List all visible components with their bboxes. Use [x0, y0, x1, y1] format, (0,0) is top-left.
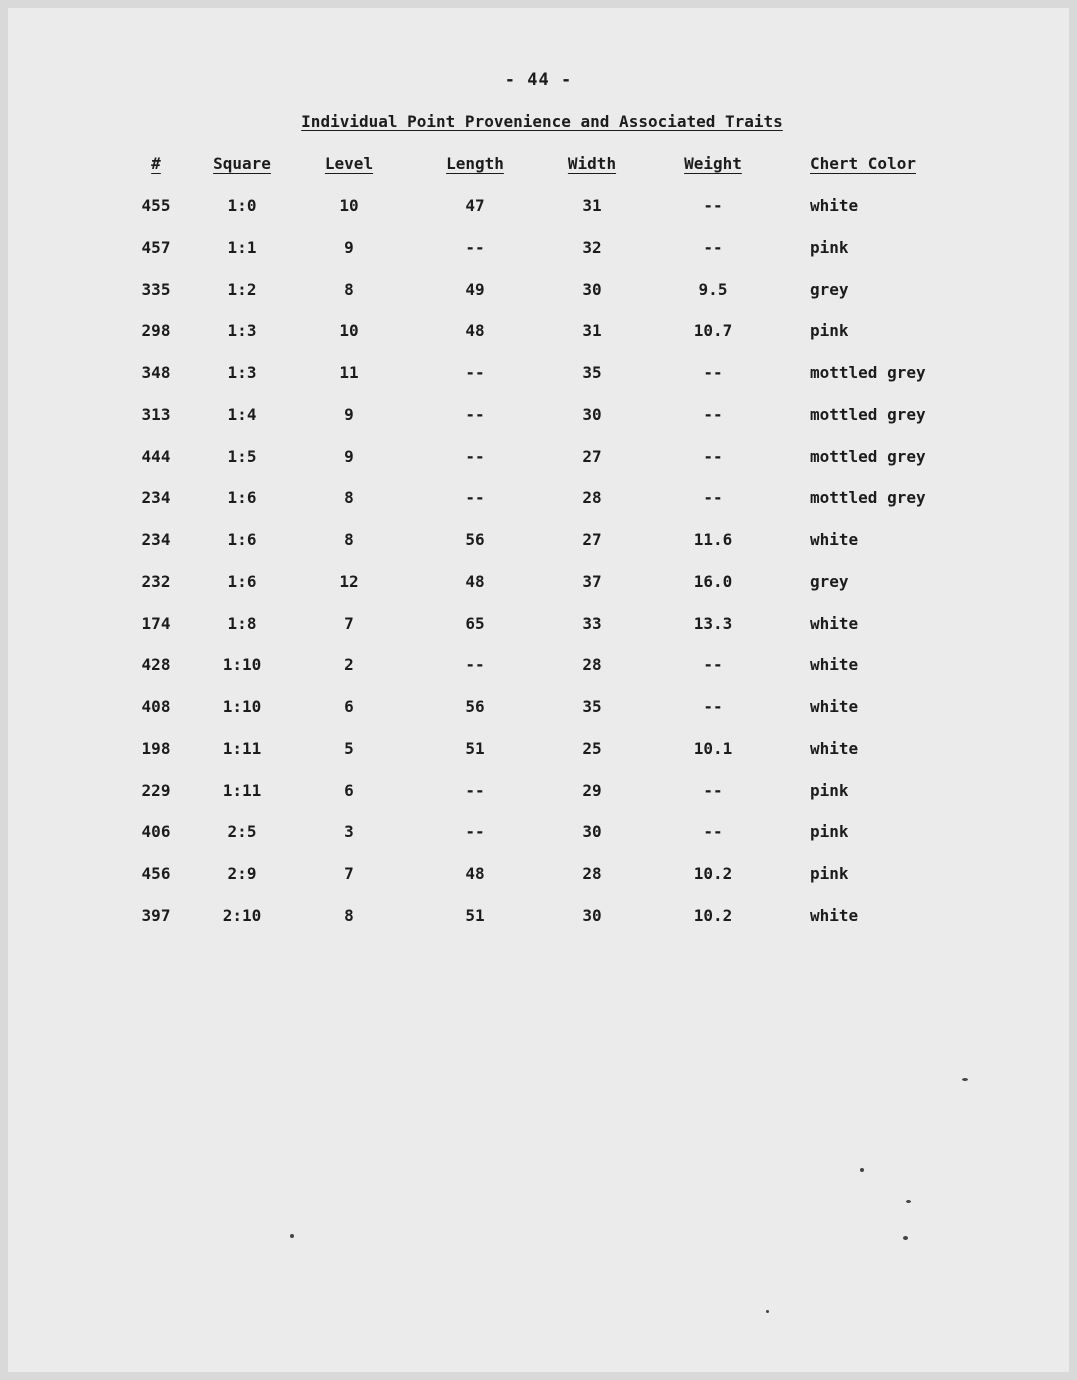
cell-chert-color: white: [810, 697, 859, 716]
cell-square: 1:1: [227, 238, 257, 257]
cell-length: 48: [465, 321, 485, 340]
cell-length: --: [465, 363, 485, 382]
cell-weight: --: [703, 196, 723, 215]
cell-width: 35: [582, 697, 602, 716]
header-chert-color: Chert Color: [810, 154, 916, 173]
cell-chert-color: pink: [810, 822, 849, 841]
cell-level: 9: [344, 238, 354, 257]
cell-length: 65: [465, 614, 485, 633]
table-title: Individual Point Provenience and Associated Traits: [301, 112, 783, 131]
cell-level: 6: [344, 781, 354, 800]
header-number: #: [151, 154, 161, 173]
cell-weight: 9.5: [698, 280, 728, 299]
cell-length: --: [465, 781, 485, 800]
page-number: - 44 -: [504, 70, 573, 90]
cell-number: 232: [141, 572, 171, 591]
cell-square: 1:6: [227, 488, 257, 507]
cell-width: 28: [582, 655, 602, 674]
cell-square: 1:0: [227, 196, 257, 215]
cell-length: 51: [465, 906, 485, 925]
cell-width: 30: [582, 822, 602, 841]
cell-weight: --: [703, 447, 723, 466]
cell-width: 30: [582, 405, 602, 424]
cell-length: --: [465, 488, 485, 507]
cell-width: 27: [582, 530, 602, 549]
cell-number: 457: [141, 238, 171, 257]
cell-length: 48: [465, 572, 485, 591]
cell-number: 444: [141, 447, 171, 466]
cell-square: 1:10: [222, 655, 262, 674]
cell-square: 1:5: [227, 447, 257, 466]
cell-weight: --: [703, 488, 723, 507]
cell-weight: 16.0: [693, 572, 733, 591]
scan-speck: [903, 1236, 908, 1240]
cell-square: 2:5: [227, 822, 257, 841]
cell-level: 6: [344, 697, 354, 716]
cell-weight: 10.7: [693, 321, 733, 340]
cell-weight: --: [703, 781, 723, 800]
cell-square: 2:9: [227, 864, 257, 883]
scan-speck: [906, 1200, 911, 1203]
cell-number: 234: [141, 530, 171, 549]
cell-chert-color: white: [810, 655, 859, 674]
cell-square: 1:11: [222, 781, 262, 800]
cell-square: 1:11: [222, 739, 262, 758]
cell-level: 2: [344, 655, 354, 674]
cell-square: 1:8: [227, 614, 257, 633]
cell-weight: --: [703, 655, 723, 674]
cell-width: 32: [582, 238, 602, 257]
cell-number: 335: [141, 280, 171, 299]
cell-level: 8: [344, 488, 354, 507]
cell-number: 234: [141, 488, 171, 507]
cell-length: 56: [465, 530, 485, 549]
cell-number: 198: [141, 739, 171, 758]
cell-number: 456: [141, 864, 171, 883]
cell-chert-color: white: [810, 196, 859, 215]
cell-level: 8: [344, 530, 354, 549]
cell-square: 1:3: [227, 321, 257, 340]
cell-length: --: [465, 238, 485, 257]
header-weight: Weight: [684, 154, 742, 173]
cell-chert-color: white: [810, 906, 859, 925]
cell-weight: --: [703, 697, 723, 716]
cell-chert-color: grey: [810, 572, 849, 591]
header-width: Width: [567, 154, 617, 173]
scan-speck: [962, 1078, 968, 1081]
scan-speck: [766, 1310, 769, 1313]
document-page: [8, 8, 1069, 1372]
cell-weight: 10.2: [693, 864, 733, 883]
cell-width: 37: [582, 572, 602, 591]
cell-level: 12: [339, 572, 359, 591]
cell-square: 1:2: [227, 280, 257, 299]
cell-level: 7: [344, 614, 354, 633]
cell-chert-color: mottled grey: [810, 447, 926, 466]
cell-weight: 13.3: [693, 614, 733, 633]
cell-chert-color: grey: [810, 280, 849, 299]
cell-chert-color: mottled grey: [810, 405, 926, 424]
header-length: Length: [446, 154, 504, 173]
cell-length: --: [465, 405, 485, 424]
cell-square: 1:3: [227, 363, 257, 382]
cell-width: 33: [582, 614, 602, 633]
cell-weight: --: [703, 238, 723, 257]
cell-length: 49: [465, 280, 485, 299]
cell-width: 30: [582, 280, 602, 299]
cell-weight: 11.6: [693, 530, 733, 549]
cell-width: 28: [582, 864, 602, 883]
cell-chert-color: white: [810, 530, 859, 549]
cell-width: 31: [582, 196, 602, 215]
header-square: Square: [213, 154, 271, 173]
cell-number: 428: [141, 655, 171, 674]
scan-speck: [860, 1168, 864, 1172]
cell-width: 30: [582, 906, 602, 925]
scan-speck: [290, 1234, 294, 1238]
cell-weight: --: [703, 363, 723, 382]
cell-chert-color: white: [810, 614, 859, 633]
header-level: Level: [324, 154, 374, 173]
cell-level: 7: [344, 864, 354, 883]
cell-number: 455: [141, 196, 171, 215]
cell-length: --: [465, 447, 485, 466]
cell-chert-color: pink: [810, 781, 849, 800]
cell-number: 406: [141, 822, 171, 841]
cell-level: 11: [339, 363, 359, 382]
cell-length: 48: [465, 864, 485, 883]
cell-length: 47: [465, 196, 485, 215]
cell-weight: --: [703, 405, 723, 424]
cell-square: 1:6: [227, 572, 257, 591]
cell-length: 51: [465, 739, 485, 758]
cell-number: 298: [141, 321, 171, 340]
cell-width: 25: [582, 739, 602, 758]
cell-level: 8: [344, 906, 354, 925]
cell-level: 5: [344, 739, 354, 758]
cell-weight: 10.1: [693, 739, 733, 758]
cell-width: 35: [582, 363, 602, 382]
cell-width: 28: [582, 488, 602, 507]
cell-length: --: [465, 655, 485, 674]
cell-chert-color: pink: [810, 864, 849, 883]
cell-number: 348: [141, 363, 171, 382]
cell-level: 3: [344, 822, 354, 841]
cell-chert-color: pink: [810, 238, 849, 257]
cell-width: 29: [582, 781, 602, 800]
cell-number: 397: [141, 906, 171, 925]
cell-length: 56: [465, 697, 485, 716]
cell-square: 1:10: [222, 697, 262, 716]
cell-number: 174: [141, 614, 171, 633]
cell-weight: 10.2: [693, 906, 733, 925]
cell-weight: --: [703, 822, 723, 841]
cell-length: --: [465, 822, 485, 841]
cell-level: 9: [344, 447, 354, 466]
cell-square: 2:10: [222, 906, 262, 925]
cell-width: 31: [582, 321, 602, 340]
cell-number: 229: [141, 781, 171, 800]
cell-chert-color: white: [810, 739, 859, 758]
cell-chert-color: mottled grey: [810, 363, 926, 382]
cell-level: 10: [339, 196, 359, 215]
cell-level: 9: [344, 405, 354, 424]
cell-number: 313: [141, 405, 171, 424]
cell-level: 10: [339, 321, 359, 340]
cell-width: 27: [582, 447, 602, 466]
cell-chert-color: pink: [810, 321, 849, 340]
cell-number: 408: [141, 697, 171, 716]
cell-chert-color: mottled grey: [810, 488, 926, 507]
cell-square: 1:4: [227, 405, 257, 424]
cell-square: 1:6: [227, 530, 257, 549]
cell-level: 8: [344, 280, 354, 299]
